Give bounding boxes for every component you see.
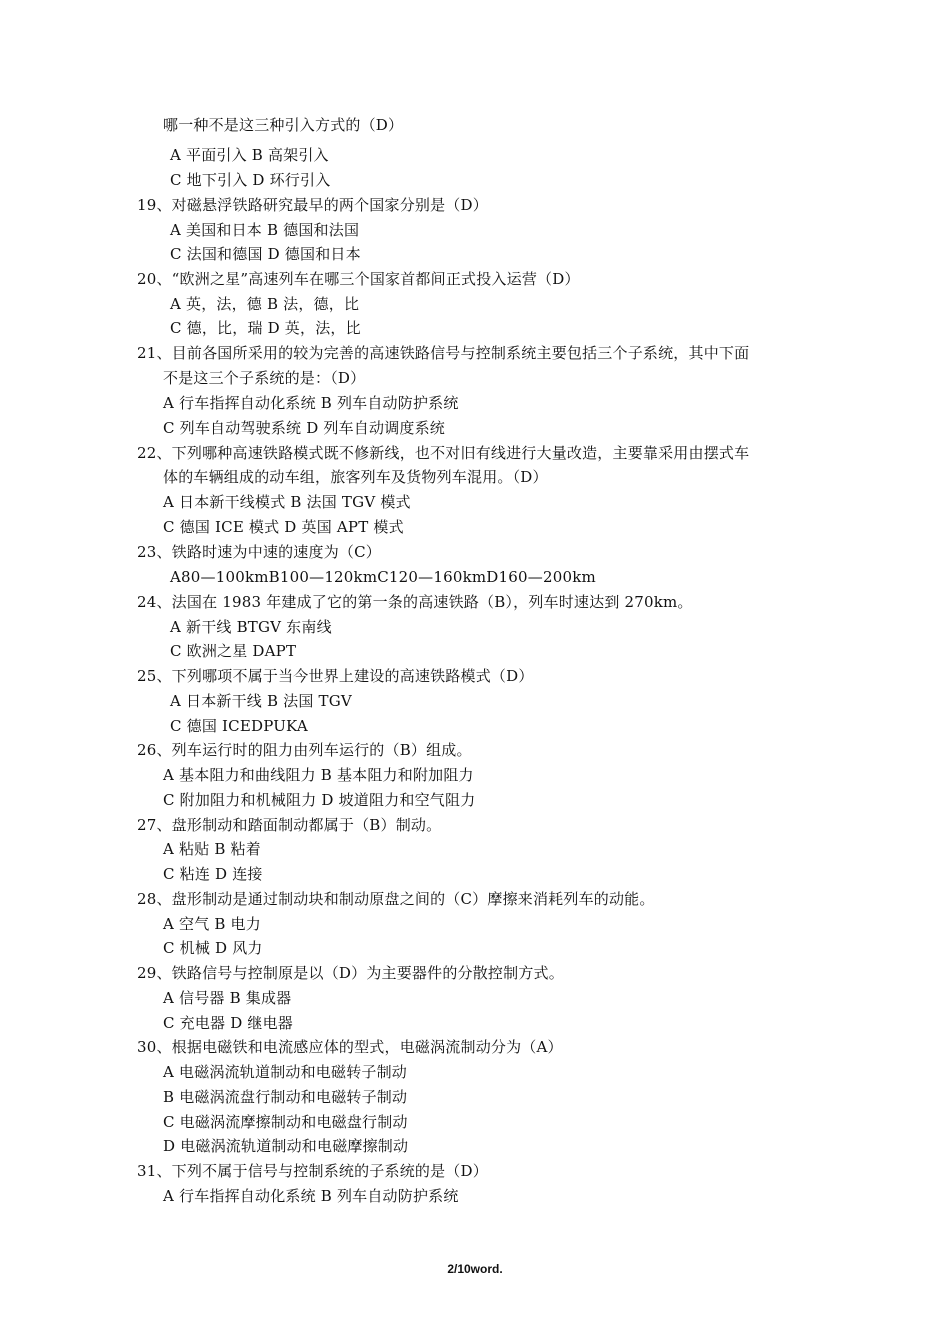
question-21: 21、目前各国所采用的较为完善的高速铁路信号与控制系统主要包括三个子系统，其中下面: [137, 344, 750, 362]
option-line: C 法国和德国 D 德国和日本: [170, 245, 361, 263]
option-line: C 地下引入 D 环行引入: [170, 171, 331, 189]
option-line: A 基本阻力和曲线阻力 B 基本阻力和附加阻力: [163, 766, 474, 784]
option-line: A 新干线 BTGV 东南线: [170, 618, 332, 636]
option-line: C 附加阻力和机械阻力 D 坡道阻力和空气阻力: [163, 791, 476, 809]
question-31: 31、下列不属于信号与控制系统的子系统的是（D）: [137, 1162, 488, 1180]
option-line: C 机械 D 风力: [163, 939, 263, 957]
option-line: A 信号器 B 集成器: [163, 989, 292, 1007]
question-24: 24、法国在 1983 年建成了它的第一条的高速铁路（B），列车时速达到 270km。: [137, 593, 693, 611]
option-line: A 行车指挥自动化系统 B 列车自动防护系统: [163, 394, 459, 412]
question-27: 27、盘形制动和踏面制动都属于（B）制动。: [137, 816, 442, 834]
question-19: 19、对磁悬浮铁路研究最早的两个国家分别是（D）: [137, 196, 488, 214]
option-line: A 平面引入 B 高架引入: [170, 146, 329, 164]
option-line: A80—100kmB100—120kmC120—160kmD160—200km: [170, 568, 596, 586]
question-28: 28、盘形制动是通过制动块和制动原盘之间的（C）摩擦来消耗列车的动能。: [137, 890, 655, 908]
option-line: C 列车自动驾驶系统 D 列车自动调度系统: [163, 419, 446, 437]
option-line: C 德国 ICEDPUKA: [170, 717, 308, 735]
option-line: C 粘连 D 连接: [163, 865, 263, 883]
question-20: 20、“欧洲之星”高速列车在哪三个国家首都间正式投入运营（D）: [137, 270, 580, 288]
option-line: C 欧洲之星 DAPT: [170, 642, 297, 660]
page-footer: 2/10word.: [447, 1262, 503, 1276]
option-line: C 德国 ICE 模式 D 英国 APT 模式: [163, 518, 404, 536]
option-line: C 德，比，瑞 D 英，法，比: [170, 319, 361, 337]
option-line: A 美国和日本 B 德国和法国: [170, 221, 360, 239]
question-26: 26、列车运行时的阻力由列车运行的（B）组成。: [137, 741, 472, 759]
option-line: D 电磁涡流轨道制动和电磁摩擦制动: [163, 1137, 409, 1155]
question-23: 23、铁路时速为中速的速度为（C）: [137, 543, 381, 561]
option-line: A 日本新干线模式 B 法国 TGV 模式: [163, 493, 411, 511]
option-line: B 电磁涡流盘行制动和电磁转子制动: [163, 1088, 408, 1106]
option-line: A 行车指挥自动化系统 B 列车自动防护系统: [163, 1187, 459, 1205]
option-line: A 空气 B 电力: [163, 915, 261, 933]
question-29: 29、铁路信号与控制原是以（D）为主要器件的分散控制方式。: [137, 964, 564, 982]
question-continuation: 体的车辆组成的动车组，旅客列车及货物列车混用。（D）: [163, 468, 548, 486]
question-30: 30、根据电磁铁和电流感应体的型式，电磁涡流制动分为（A）: [137, 1038, 563, 1056]
question-continuation: 不是这三个子系统的是：（D）: [163, 369, 366, 387]
option-line: A 日本新干线 B 法国 TGV: [170, 692, 352, 710]
option-line: C 充电器 D 继电器: [163, 1014, 294, 1032]
option-line: C 电磁涡流摩擦制动和电磁盘行制动: [163, 1113, 408, 1131]
option-line: A 英，法，德 B 法，德，比: [170, 295, 360, 313]
option-line: A 粘贴 B 粘着: [163, 840, 261, 858]
question-22: 22、下列哪种高速铁路模式既不修新线，也不对旧有线进行大量改造，主要靠采用由摆式车: [137, 444, 750, 462]
option-line: A 电磁涡流轨道制动和电磁转子制动: [163, 1063, 408, 1081]
question-continuation: 哪一种不是这三种引入方式的（D）: [163, 116, 404, 134]
question-25: 25、下列哪项不属于当今世界上建设的高速铁路模式（D）: [137, 667, 534, 685]
